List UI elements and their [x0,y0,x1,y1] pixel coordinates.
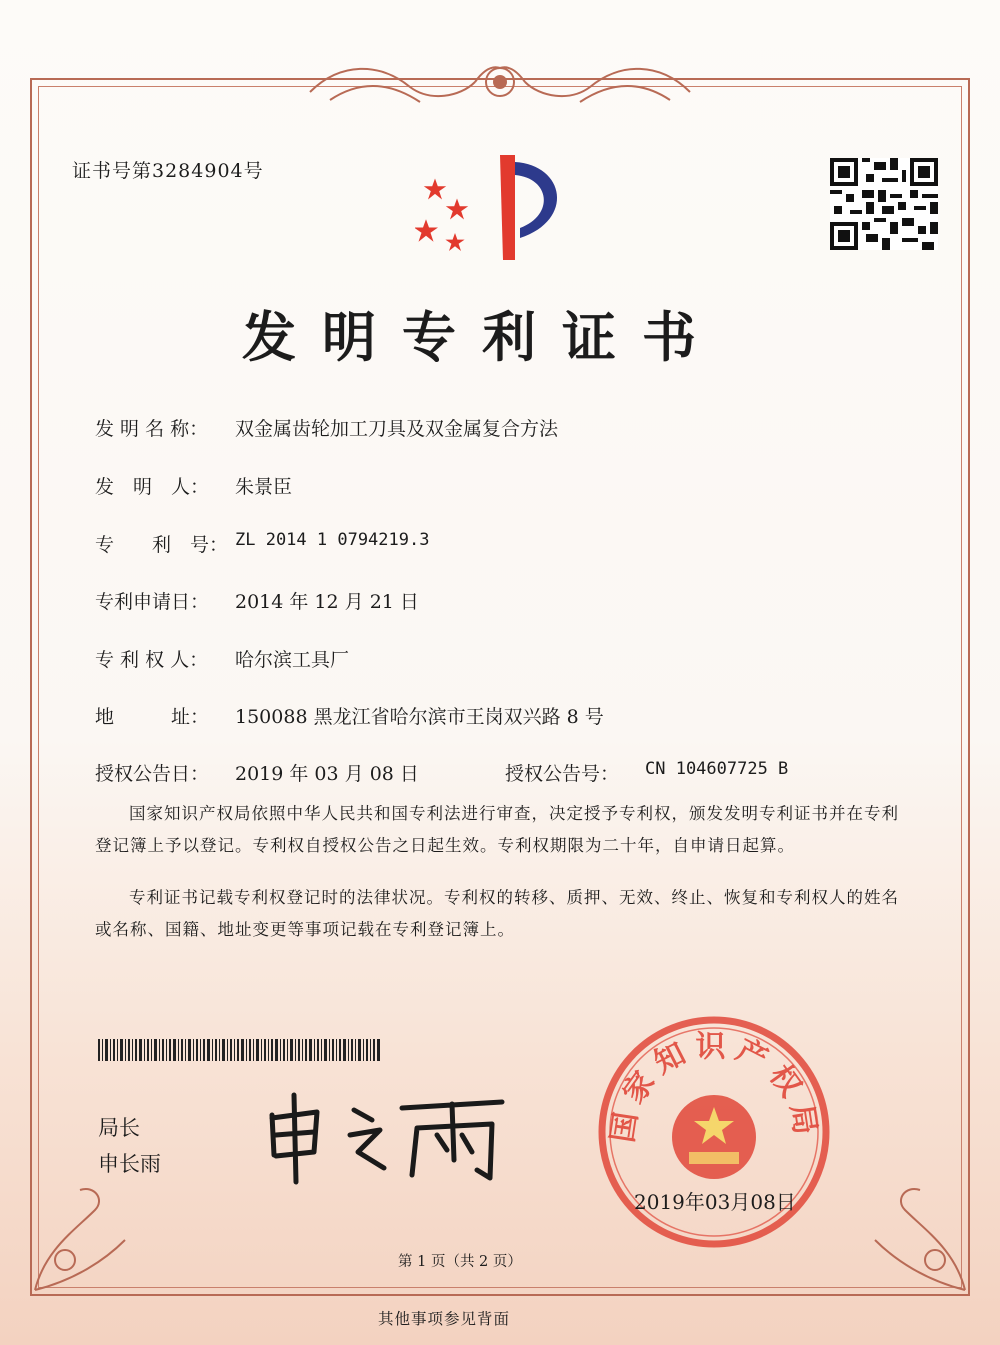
field-label-patentee: 专 利 权 人： [95,649,209,671]
certificate-title: 发明专利证书 [242,305,722,369]
signatory-title: 局长 [98,1116,140,1140]
field-label-announcement-number: 授权公告号： [505,763,620,785]
page-number: 第 1 页（共 2 页） [398,1254,522,1270]
certificate-number: 证书号第3284904号 [72,160,264,182]
field-value-invention-name: 双金属齿轮加工刀具及双金属复合方法 [235,418,559,440]
field-label-invention-name: 发 明 名 称： [95,418,209,440]
field-label-grant-date: 授权公告日： [95,763,210,785]
seal-date: 2019年03月08日 [634,1190,796,1214]
cnipa-logo [415,150,585,265]
field-label-patent-number: 专 利 号： [95,534,229,556]
field-value-announcement-number: CN 104607725 B [645,759,789,779]
field-label-application-date: 专利申请日： [95,591,210,613]
seal-text: 国家知识产权局 [605,1029,824,1145]
official-seal [592,1012,837,1252]
field-value-patent-number: ZL 2014 1 0794219.3 [235,530,430,550]
field-value-inventor: 朱景臣 [235,476,293,498]
field-label-inventor: 发 明 人： [95,476,210,498]
field-value-address: 150088 黑龙江省哈尔滨市王岗双兴路 8 号 [235,706,604,728]
field-value-patentee: 哈尔滨工具厂 [235,649,350,671]
field-label-address: 地 址： [95,706,210,728]
barcode [98,1039,380,1061]
top-ornament [300,52,700,122]
field-value-application-date: 2014 年 12 月 21 日 [235,591,419,613]
field-value-grant-date: 2019 年 03 月 08 日 [235,763,419,785]
signatory-name: 申长雨 [98,1152,161,1176]
legal-status-paragraph: 专利证书记载专利权登记时的法律状况。专利权的转移、质押、无效、终止、恢复和专利权人的姓名或名称、国籍、地址变更等事项记载在专利登记簿上。 [95,888,899,939]
handwritten-signature [262,1090,512,1185]
footnote: 其他事项参见背面 [378,1310,511,1328]
statement-paragraph: 国家知识产权局依照中华人民共和国专利法进行审查，决定授予专利权，颁发发明专利证书并在专利登记簿上予以登记。专利权自授权公告之日起生效。专利权期限为二十年，自申请日起算。 [95,804,899,855]
qr-code [830,158,938,250]
bottom-right-ornament [825,1150,975,1300]
